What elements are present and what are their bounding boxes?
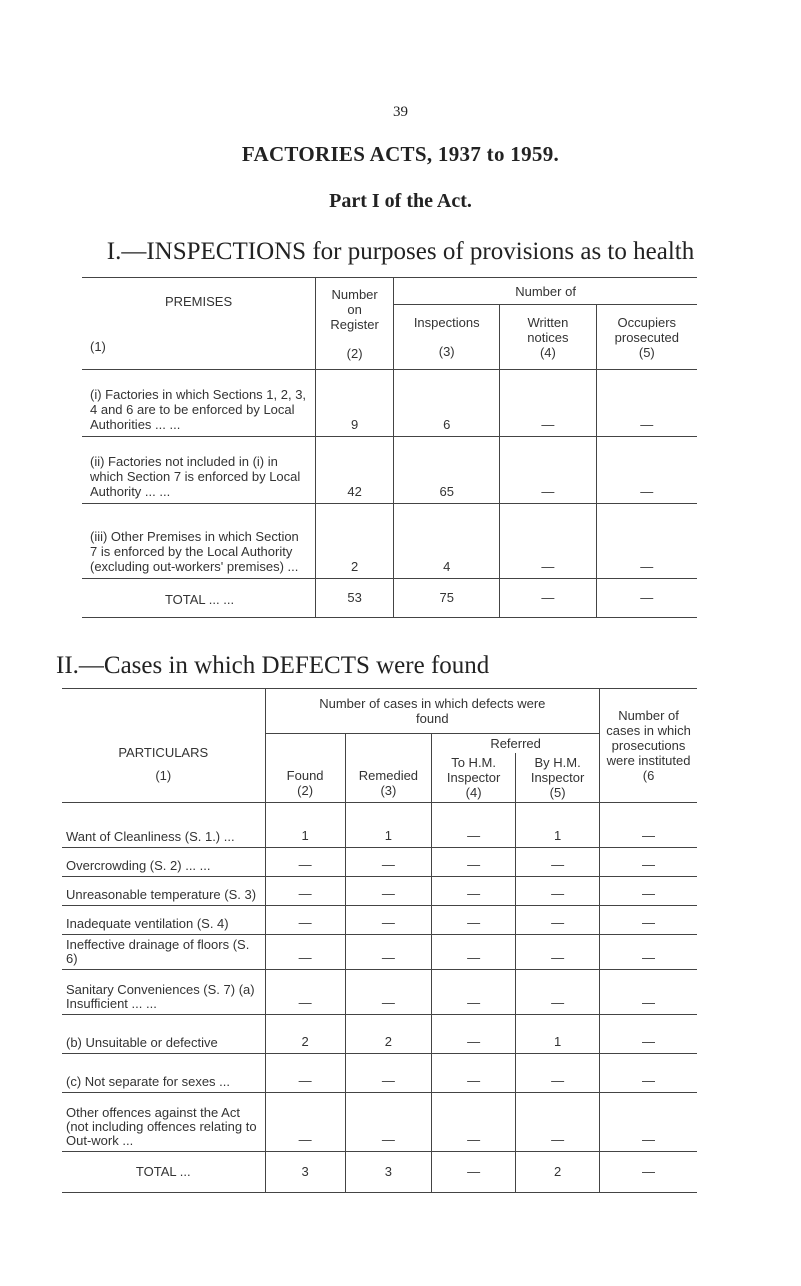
table-row [82,504,697,579]
remedied-header-label: Remedied [358,768,419,783]
inspections-cell: 6 [394,370,500,437]
particulars-cell: Want of Cleanliness (S. 1.) ... [62,803,265,848]
total-label: TOTAL ... ... [82,579,316,618]
to-hmi-cell: — [432,906,516,935]
prosecutions-col-num: (6 [642,768,655,783]
remedied-cell: — [345,935,431,970]
table-row [62,935,697,970]
to-hmi-cell: — [432,848,516,877]
particulars-header-label: PARTICULARS [118,744,209,760]
premises-header [82,278,316,370]
particulars-cell: (b) Unsuitable or defective [62,1015,265,1054]
total-notices: — [500,579,596,618]
notices-cell: — [500,370,596,437]
by-hmi-cell: — [516,848,600,877]
premises-col-num: (1) [90,338,106,354]
remedied-cell: — [345,906,431,935]
number-cases-label: Number of cases in which defects were found [319,696,546,726]
notices-header [500,305,596,370]
found-cell: — [265,906,345,935]
total-by-hmi: 2 [516,1152,600,1193]
page-title: FACTORIES ACTS, 1937 to 1959. [241,142,560,166]
remedied-cell: 1 [345,803,431,848]
notices-header-label: Written notices [527,314,569,345]
prosecutions-cell: — [600,803,697,848]
found-cell: 1 [265,803,345,848]
occupiers-cell: — [596,437,697,504]
found-cell: — [265,877,345,906]
notices-col-num: (4) [539,344,556,360]
prosecutions-cell: — [600,1015,697,1054]
found-cell: — [265,1054,345,1093]
table-row [62,906,697,935]
table-row [62,1015,697,1054]
table-row [62,803,697,848]
total-inspections: 75 [394,579,500,618]
found-cell: — [265,848,345,877]
found-header [265,734,345,803]
remedied-cell: — [345,970,431,1015]
notices-cell: — [500,504,596,579]
premises-cell: (i) Factories in which Sections 1, 2, 3, 4 and 6 are to be enforced by Local Authorities ... ... [82,370,316,437]
page-subtitle: Part I of the Act. [329,190,472,212]
by-hmi-cell: 1 [516,1015,600,1054]
to-hmi-cell: — [432,1054,516,1093]
total-row [62,1152,697,1193]
to-hmi-header [432,753,516,803]
occupiers-col-num: (5) [638,344,655,360]
total-prosecutions: — [600,1152,697,1193]
total-occupiers: — [596,579,697,618]
premises-cell: (ii) Factories not included in (i) in which Section 7 is enforced by Local Authority ... ... [82,437,316,504]
particulars-cell: Other offences against the Act (not including offences relating to Out-work ... [62,1093,265,1152]
to-hmi-cell: — [432,935,516,970]
found-cell: 2 [265,1015,345,1054]
occupiers-cell: — [596,370,697,437]
register-cell: 9 [316,370,394,437]
by-hmi-cell: — [516,906,600,935]
total-register: 53 [316,579,394,618]
occupiers-header [596,305,697,370]
by-hmi-cell: — [516,877,600,906]
remedied-cell: 2 [345,1015,431,1054]
inspections-table [82,277,697,618]
found-col-num: (2) [297,783,314,798]
particulars-header [62,689,265,803]
to-hmi-cell: — [432,877,516,906]
total-remedied: 3 [345,1152,431,1193]
prosecutions-header-label: Number of cases in which prosecutions were instituted [606,708,691,768]
premises-cell: (iii) Other Premises in which Section 7 is enforced by the Local Authority (excluding out-workers' premises) ... [82,504,316,579]
remedied-col-num: (3) [380,783,397,798]
table-row [62,970,697,1015]
section2-heading: II.—Cases in which DEFECTS were found [56,652,490,679]
total-row [82,579,697,618]
particulars-col-num: (1) [155,767,172,783]
register-col-num: (2) [346,345,363,361]
inspections-header-label: Inspections [413,315,480,330]
found-cell: — [265,1093,345,1152]
notices-cell: — [500,437,596,504]
number-cases-header [265,689,600,734]
by-hmi-cell: — [516,935,600,970]
found-cell: — [265,970,345,1015]
page-number: 39 [393,104,408,120]
premises-header-label: PREMISES [164,293,233,309]
by-hmi-cell: — [516,1093,600,1152]
total-found: 3 [265,1152,345,1193]
by-hmi-header [516,753,600,803]
table-row [62,1054,697,1093]
table-row [62,1093,697,1152]
to-hmi-cell: — [432,1093,516,1152]
remedied-cell: — [345,877,431,906]
prosecutions-cell: — [600,877,697,906]
prosecutions-cell: — [600,1054,697,1093]
register-header [316,278,394,370]
total-label: TOTAL ... [62,1152,265,1193]
inspections-header [394,305,500,370]
to-hmi-col-num: (4) [465,785,482,800]
section1-heading: I.—INSPECTIONS for purposes of provisions as to health [106,238,695,265]
to-hmi-cell: — [432,1015,516,1054]
particulars-cell: Unreasonable temperature (S. 3) [62,877,265,906]
to-hmi-cell: — [432,803,516,848]
remedied-header [345,734,431,803]
prosecutions-cell: — [600,970,697,1015]
referred-header: Referred [432,734,600,754]
table-row [62,877,697,906]
particulars-cell: Inadequate ventilation (S. 4) [62,906,265,935]
by-hmi-col-num: (5) [549,785,566,800]
by-hmi-cell: 1 [516,803,600,848]
by-hmi-cell: — [516,970,600,1015]
to-hmi-cell: — [432,970,516,1015]
prosecutions-cell: — [600,935,697,970]
particulars-cell: Overcrowding (S. 2) ... ... [62,848,265,877]
prosecutions-cell: — [600,1093,697,1152]
defects-table [62,688,697,1193]
occupiers-cell: — [596,504,697,579]
particulars-cell: Ineffective drainage of floors (S. 6) [62,935,265,970]
found-header-label: Found [286,768,324,783]
remedied-cell: — [345,1093,431,1152]
remedied-cell: — [345,848,431,877]
prosecutions-cell: — [600,848,697,877]
inspections-cell: 4 [394,504,500,579]
particulars-cell: Sanitary Conveniences (S. 7) (a) Insufficient ... ... [62,970,265,1015]
total-to-hmi: — [432,1152,516,1193]
by-hmi-cell: — [516,1054,600,1093]
prosecutions-cell: — [600,906,697,935]
table-row [62,848,697,877]
by-hmi-label: By H.M. Inspector [530,755,585,785]
inspections-cell: 65 [394,437,500,504]
inspections-col-num: (3) [438,344,455,359]
remedied-cell: — [345,1054,431,1093]
number-of-header: Number of [394,278,697,305]
register-cell: 2 [316,504,394,579]
table-row [82,437,697,504]
occupiers-header-label: Occupiers prosecuted [614,314,679,345]
register-cell: 42 [316,437,394,504]
found-cell: — [265,935,345,970]
to-hmi-label: To H.M. Inspector [446,755,501,785]
table-row [82,370,697,437]
register-header-label: Number on Register [330,286,379,332]
prosecutions-header [600,689,697,803]
particulars-cell: (c) Not separate for sexes ... [62,1054,265,1093]
